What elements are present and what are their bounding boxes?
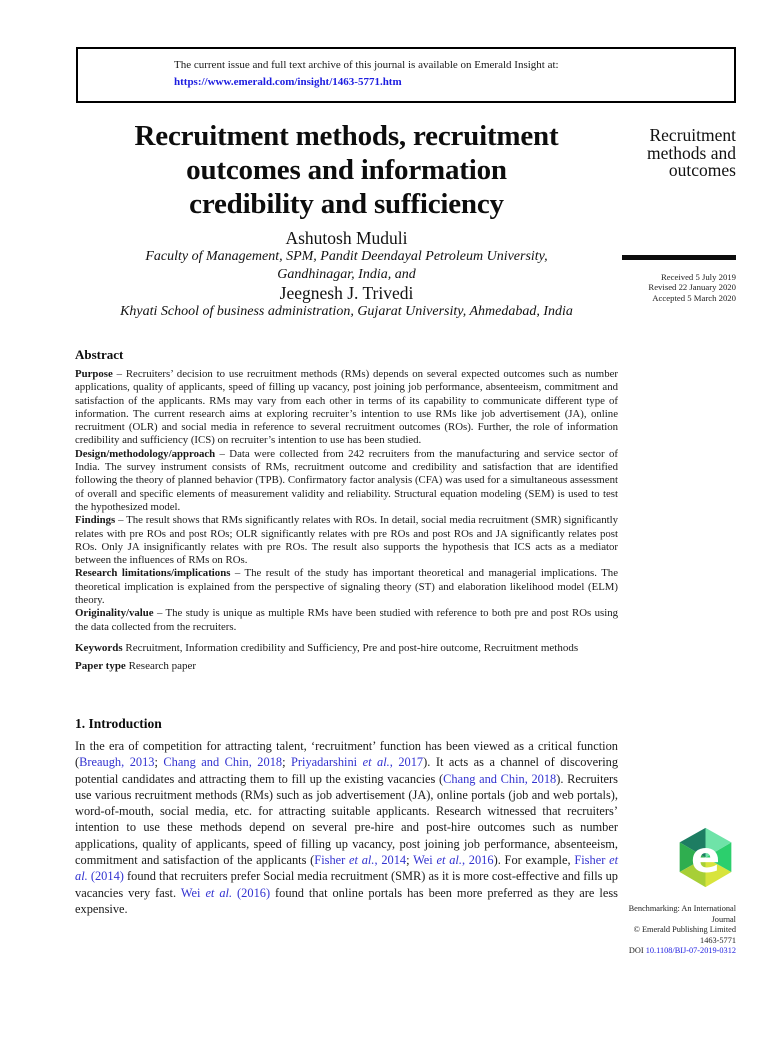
citation-link[interactable]: (2014) (87, 869, 124, 884)
citation-link[interactable]: Breaugh, 2013 (79, 755, 155, 770)
title-line: Recruitment methods, recruitment (134, 120, 559, 152)
citation-link[interactable]: et al. (436, 853, 462, 868)
accepted-date: Accepted 5 March 2020 (652, 292, 736, 303)
abstract-findings (75, 514, 618, 567)
journal-name-line: Benchmarking: An International (628, 904, 736, 913)
copyright-line: © Emerald Publishing Limited (633, 925, 736, 935)
citation-link[interactable]: Chang and Chin, 2018 (163, 755, 283, 770)
citation-link[interactable]: Chang and Chin, 2018 (443, 771, 557, 786)
section-text: – Data were collected from 242 recruiters from the manufacturing and service sector of India. The survey instrument consists of RMs, recruitment outcome and credibility and satisfaction that are identified following the theory of planned behavior (TPB). Confirmatory factor analysis (CFA) was used for a simultaneous assessment of overall and specific elements of measurement validity and reliability. Structural equation modeling (SEM) is used to test the hypothesized model. (75, 447, 618, 513)
paper-type-line (75, 659, 618, 673)
section-label: Purpose (75, 368, 113, 380)
author-affiliation (75, 303, 618, 321)
citation-link[interactable]: et al. (205, 885, 233, 900)
text-segment: ; (406, 853, 414, 868)
running-head-line: methods and (647, 142, 736, 163)
abstract-heading: Abstract (75, 347, 124, 362)
availability-box (76, 47, 736, 103)
doi-label: DOI (628, 946, 644, 956)
abstract-originality (75, 607, 618, 634)
affiliation-line: Gandhinagar, India, and (277, 266, 416, 282)
title-line: credibility and sufficiency (189, 188, 504, 220)
affiliation-line: Khyati School of business administration, Gujarat University, Ahmedabad, India (120, 304, 573, 319)
author-name: Ashutosh Muduli (285, 228, 408, 248)
citation-link[interactable]: , 2014 (374, 853, 407, 868)
citation-link[interactable]: et al. (349, 853, 375, 868)
section-label: Findings (75, 514, 116, 527)
doi-line (556, 946, 736, 957)
text-segment: ). It acts as a channel of discovering potential candidates and attracting them to fill up the existing vacancies ( (75, 755, 619, 786)
section-text: – Recruiters’ decision to use recruitment methods (RMs) depends on several expected outcomes such as number applications, quality of applicants, speed of filling up vacancy, post joining job performance, absenteeism, commitment and satisfaction of the applicants. RMs may vary from each other in terms of its capability to communicate different type of information. The current research aims at exploring recruiter’s intention to use RMs like job advertisement (JA), online recruitment (OLR) and social media in reference to several recruitment outcomes (ROs). Further, the role of information credibility and sufficiency (ICS) on recruiter’s intention to use has been studied. (75, 368, 618, 447)
text-segment: ; (154, 755, 164, 770)
article-history-dates (622, 272, 736, 303)
keywords-text: Recruitment, Information credibility and Sufficiency, Pre and post-hire outcome, Recruitment methods (122, 641, 579, 654)
introduction-section (75, 716, 618, 917)
section-text: – The result of the study has important theoretical and managerial implications. The theoretical implication is explained from the perspective of signaling theory (ST) and elaboration likelihood model (ELM) theory. (75, 567, 618, 607)
paper-type-text: Research paper (125, 659, 197, 672)
author-name: Jeegnesh J. Trivedi (279, 283, 414, 303)
journal-imprint (556, 904, 736, 957)
text-segment: In the era of competition for attracting talent, ‘recruitment’ function has been viewed as a critical function ( (75, 739, 618, 770)
text-segment: found that online portals has been more preferred as they are less expensive. (75, 885, 618, 916)
citation-link[interactable]: Wei (180, 885, 206, 900)
section-label: Research limitations/implications (75, 567, 231, 580)
availability-text-block (78, 49, 734, 90)
revised-date: Revised 22 January 2020 (648, 282, 736, 293)
logo-e-glyph: e (690, 832, 721, 883)
abstract-section (75, 347, 618, 673)
journal-name-line: Journal (711, 914, 736, 924)
abstract-purpose (75, 368, 618, 448)
citation-link[interactable]: et al. (362, 755, 390, 770)
author-affiliation (75, 248, 618, 283)
abstract-design (75, 448, 618, 514)
sidebar-rule (622, 255, 736, 260)
section-label: Originality/value (75, 607, 154, 620)
citation-link[interactable]: (2016) (232, 885, 271, 900)
introduction-heading: 1. Introduction (75, 716, 162, 731)
running-head-line: outcomes (668, 160, 736, 180)
section-label: Design/methodology/approach (75, 447, 216, 460)
availability-note: The current issue and full text archive of this journal is available on Emerald Insight at: (174, 59, 559, 71)
issn: 1463-5771 (700, 935, 736, 945)
doi-link[interactable]: 10.1108/BIJ-07-2019-0312 (645, 946, 736, 956)
running-head (622, 127, 736, 180)
keywords-label: Keywords (75, 641, 123, 654)
running-head-line: Recruitment (649, 125, 736, 145)
citation-link[interactable]: Fisher (574, 853, 610, 868)
citation-link[interactable]: , 2017 (389, 755, 424, 770)
journal-archive-link[interactable]: https://www.emerald.com/insight/1463-5771.htm (174, 76, 402, 88)
keywords-line (75, 641, 618, 655)
citation-link[interactable]: Fisher (314, 853, 350, 868)
title-line: outcomes and information (186, 154, 507, 186)
citation-link[interactable]: et al. (75, 853, 619, 884)
text-segment: ; (282, 755, 292, 770)
section-text: – The study is unique as multiple RMs have been studied with reference to both pre and post ROs using the data collected from the recruiters. (75, 607, 618, 633)
paper-type-label: Paper type (75, 659, 126, 672)
citation-link[interactable]: Wei (413, 853, 437, 868)
received-date: Received 5 July 2019 (660, 272, 736, 282)
section-text: – The result shows that RMs significantly relates with ROs. In detail, social media recruitment (SMR) significantly relates with pre ROs and post ROs; OLR significantly relates with pre ROs and post ROs and JA significantly relates post ROs. Only JA insignificantly relates with pre ROs. The result also supports the hypothesis that ICS acts as a mediator between the influences of RMs on ROs. (75, 514, 618, 567)
emerald-logo-icon (674, 826, 737, 889)
text-segment: found that recruiters prefer Social media recruitment (SMR) as it is more cost-effective and fills up vacancies very fast. (75, 869, 619, 900)
article-title (75, 119, 618, 221)
citation-link[interactable]: Priyadarshini (291, 755, 363, 770)
text-segment: ). For example, (493, 853, 575, 868)
text-segment: ). Recruiters use various recruitment methods (RMs) such as job advertisement (JA), online portals (job and web portals), word-of-mouth, social media, etc. for attracting suitable applicants. Research witnessed that recruiters’ intention to use these methods depend on several pre-hire and post-hire outcomes such as number applications, quality of applicants, speed of filling up vacancy, post joining job performance, absenteeism, commitment and satisfaction of the applicants ( (75, 771, 619, 868)
affiliation-line: Faculty of Management, SPM, Pandit Deendayal Petroleum University, (145, 249, 548, 264)
introduction-paragraph (75, 738, 618, 917)
author-block (75, 228, 618, 321)
citation-link[interactable]: , 2016 (461, 853, 494, 868)
abstract-limitations (75, 567, 618, 607)
